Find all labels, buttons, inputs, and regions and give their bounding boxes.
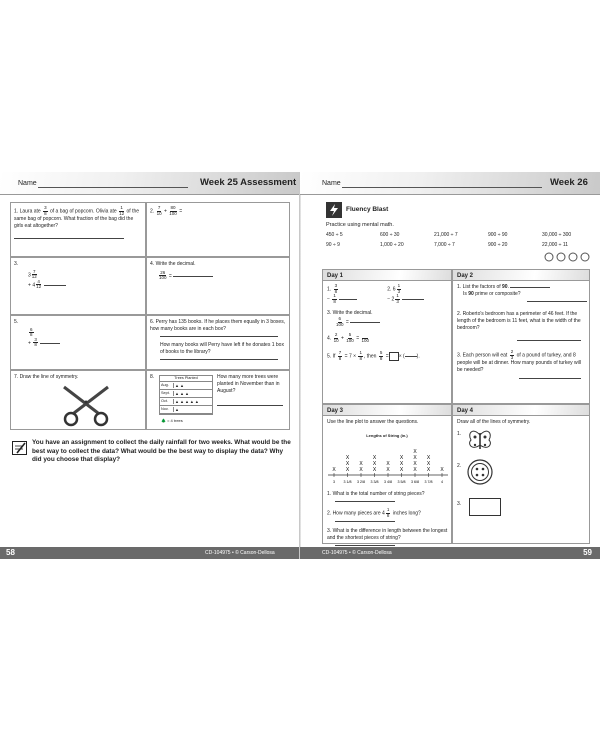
tree-icon: ▲ [175, 398, 179, 404]
fluency-problem: 900 ÷ 90 [488, 232, 508, 238]
plot-x-mark: X [399, 467, 404, 473]
question-8: 8. Trees Planted Aug. ▲ ▲ Sept. ▲ ▲ ▲ Oct. ▲ ▲ ▲ ▲ ▲ Nov. ▲ 🌲 = 4 trees How many more trees were planted in November than in August? [146, 370, 290, 430]
tree-icon: ▲ [179, 398, 184, 404]
plot-x-mark: X [345, 455, 350, 461]
plot-x-mark: X [426, 467, 431, 473]
tick-label: 3 3/8 [370, 480, 379, 484]
plot-x-mark: X [372, 467, 377, 473]
left-page [0, 172, 300, 559]
left-header [0, 172, 300, 195]
plot-x-mark: X [372, 455, 377, 461]
rectangle-shape [469, 498, 501, 516]
fluency-problem: 1,000 ÷ 20 [380, 242, 404, 248]
name-line[interactable] [342, 187, 542, 188]
pictograph: Trees Planted Aug. ▲ ▲ Sept. ▲ ▲ ▲ Oct. ▲ ▲ ▲ ▲ ▲ Nov. ▲ [159, 375, 213, 415]
tree-icon: ▲ [184, 398, 189, 404]
question-5: 5. $\frac{6}{8}$ + $\frac{3}{8}$ [10, 315, 146, 370]
day-1-box: Day 1 1. $\frac{3}{8}$ − $\frac{1}{8}$ 2. 6 $\frac{1}{3}$ − 2 $\frac{1}{3}$ 3. Write the decimal. $\frac{6}{100}$ = 4. $\frac{2}{10}$ + $\frac{5}{100}$ = 100 5. If $\frac{7}{8}$ = 7 × $\frac{1}{8}$ , then $\frac{5}{8}$ = × ( ). [322, 269, 452, 404]
fluency-problem: 21,000 ÷ 7 [434, 232, 458, 238]
fluency-problem: 7,000 ÷ 7 [434, 242, 455, 248]
fluency-blast: Fluency Blast Practice using mental math. 450 ÷ 5 600 ÷ 30 21,000 ÷ 7 900 ÷ 90 30,000 ÷ 300 90 ÷ 9 1,000 ÷ 20 7,000 ÷ 7 900 ÷ 20 22,000 ÷ 11 [322, 202, 592, 260]
tick-label: 3 6/8 [411, 480, 419, 484]
writing-prompt: You have an assignment to collect the daily rainfall for two weeks. What would be the best way to collect the data? What would be the best way to display the data? Why did you choose that display? [12, 439, 292, 465]
plot-x-mark: X [345, 461, 350, 467]
tick-label: 3 5/8 [397, 480, 406, 484]
name-label: Name [322, 180, 341, 187]
right-page [300, 172, 600, 559]
plot-x-mark: X [440, 467, 444, 473]
butterfly-icon [467, 429, 493, 453]
tick-label: 3 2/8 [357, 480, 365, 484]
question-1: 1. Laura ate $\frac{3}{8}$ of a bag of popcorn. Olivia ate $\frac{1}{12}$ of the same bag of popcorn. What fraction of the bag did the girls eat altogether? [10, 202, 146, 257]
question-6: 6. Perry has 135 books. If he places them equally in 3 boxes, how many books are in each box? How many books will Perry have left if he donates 1 box of books to the library? [146, 315, 290, 370]
plot-x-mark: X [413, 455, 417, 461]
page-number: 59 [583, 548, 592, 557]
fluency-problem: 30,000 ÷ 300 [542, 232, 572, 238]
fluency-problem: 600 ÷ 30 [380, 232, 400, 238]
tick-label: 4 [441, 480, 443, 484]
question-4: 4. Write the decimal. $\frac{26}{100}$ = [146, 257, 290, 315]
pictograph-row: Oct. ▲ ▲ ▲ ▲ ▲ [160, 398, 212, 406]
scissors-icon [56, 383, 116, 427]
day-4-box: Day 4 Draw all of the lines of symmetry. 1. 2. 3. [452, 404, 590, 544]
page-title: Week 25 Assessment [200, 177, 297, 188]
left-footer: 58 CD-104975 • © Carson-Dellosa [0, 547, 300, 559]
fluency-problem: 90 ÷ 9 [326, 242, 340, 248]
pictograph-row: Nov. ▲ [160, 406, 212, 414]
progress-circles [544, 252, 592, 262]
plot-x-mark: X [426, 461, 431, 467]
name-line[interactable] [38, 187, 188, 188]
lightning-icon [326, 202, 342, 218]
name-label: Name [18, 180, 37, 187]
day-3-box: Day 3 Use the line plot to answer the questions. Lengths of String (in.) 3 X 3 1/8 X X X 3 2/8 X X 3 3/8 X X X 3 4/8 X X 3 5/8 X X X 3 6/8 X X X X 3 7/8 X X X 4 X 1. What is the total number of string pieces? 2. How many pieces are 4 $\frac{1}{8}$ inches long? 3. What is the difference in length between the longest and the shortest pieces of string? [322, 404, 452, 544]
fluency-problem: 900 ÷ 20 [488, 242, 508, 248]
tree-icon: ▲ [189, 398, 194, 404]
plot-x-mark: X [399, 455, 404, 461]
pictograph-row: Sept. ▲ ▲ ▲ [160, 390, 212, 398]
line-plot [326, 439, 450, 487]
button-icon [467, 459, 493, 485]
plot-x-mark: X [426, 455, 431, 461]
right-header [300, 172, 600, 195]
plot-x-mark: X [413, 467, 417, 473]
question-3: 3. 3 $\frac{7}{12}$ + 4 $\frac{4}{12}$ [10, 257, 146, 315]
plot-x-mark: X [359, 467, 363, 473]
question-2: 2. $\frac{7}{10}$ + $\frac{80}{100}$ = [146, 202, 290, 257]
plot-x-mark: X [332, 467, 336, 473]
tick-label: 3 [333, 480, 335, 484]
book-spread [0, 172, 600, 559]
plot-x-mark: X [359, 461, 363, 467]
tick-label: 3 7/8 [424, 480, 433, 484]
day-2-box: Day 2 1. List the factors of 90. Is 90 prime or composite? 2. Roberto's bedroom has a perimeter of 46 feet. If the length of the bedroom is 11 feet, what is the width of the bedroom? 3. Each person will eat $\frac{2}{3}$ of a pound of turkey, and 8 people will be at dinner. How many pounds of turkey will be needed? [452, 269, 590, 404]
pictograph-row: Aug. ▲ ▲ [160, 382, 212, 390]
tree-icon: ▲ [179, 390, 184, 396]
fluency-problem: 22,000 ÷ 11 [542, 242, 569, 248]
tree-icon: ▲ [175, 390, 179, 396]
plot-x-mark: X [413, 461, 417, 467]
tick-label: 3 1/8 [343, 480, 352, 484]
plot-x-mark: X [372, 461, 377, 467]
right-footer: CD-104975 • © Carson-Dellosa 59 [300, 547, 600, 559]
answer-line[interactable] [14, 238, 124, 239]
answer-line[interactable] [173, 276, 213, 277]
plot-x-mark: X [399, 461, 404, 467]
tree-icon: ▲ [175, 406, 179, 412]
tree-icon: ▲ [175, 382, 179, 388]
tree-icon: ▲ [179, 382, 184, 388]
question-7: 7. Draw the line of symmetry. [10, 370, 146, 430]
plot-x-mark: X [345, 467, 350, 473]
page-number: 58 [6, 548, 15, 557]
page-title: Week 26 [550, 177, 588, 188]
fluency-problem: 450 ÷ 5 [326, 232, 343, 238]
tick-label: 3 4/8 [384, 480, 392, 484]
pencil-paper-icon [12, 441, 27, 455]
tree-icon: ▲ [194, 398, 199, 404]
tree-icon: ▲ [184, 390, 189, 396]
plot-x-mark: X [413, 449, 417, 455]
plot-x-mark: X [386, 467, 390, 473]
plot-x-mark: X [386, 461, 390, 467]
